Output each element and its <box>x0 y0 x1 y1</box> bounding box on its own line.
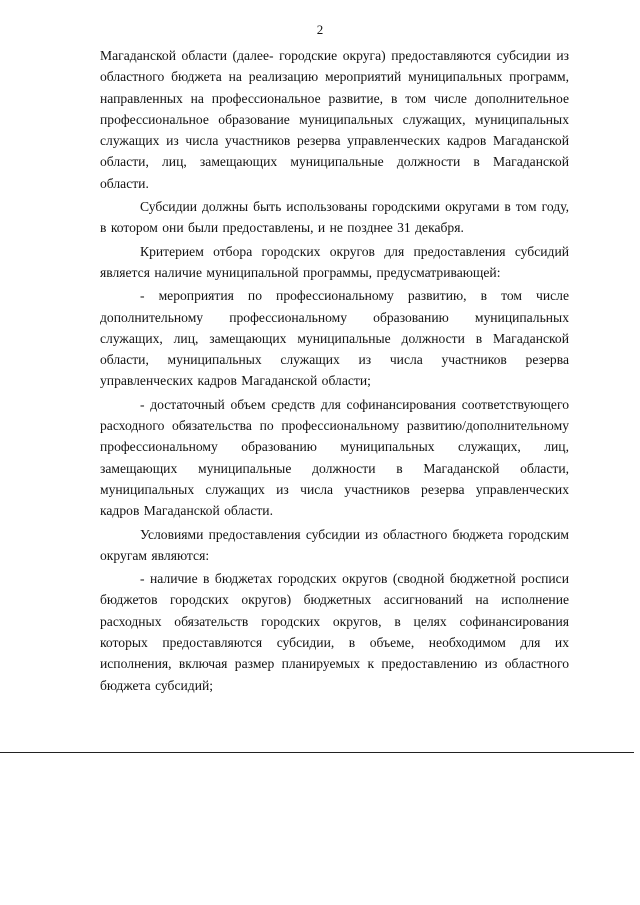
list-item-budget-allocations: - наличие в бюджетах городских округов (сводной бюджетной росписи бюджетов городских округов) бюджетных ассигнований на исполнение расходных обязательств городских округов, в целях софинансирования которых предоставляются субсидии, в объеме, необходимом для их исполнения, включая размер планируемых к предоставлению из областного бюджета субсидий; <box>100 571 569 693</box>
list-item-professional-development: - мероприятия по профессиональному развитию, в том числе дополнительному профессиональному образованию муниципальных служащих, лиц, замещающих муниципальные должности в Магаданской области, муниципальных служащих из числа участников резерва управленческих кадров Магаданской области; <box>100 288 569 389</box>
paragraph-subsidy-conditions: Условиями предоставления субсидии из областного бюджета городским округам являются: <box>100 526 569 563</box>
list-item-cofinancing-funds: - достаточный объем средств для софинансирования соответствующего расходного обязательства по профессиональному развитию/дополнительному профессиональному образованию муниципальных служащих, лиц, замещающих муниципальные должности в Магаданской области, муниципальных служащих из числа участников резерва управленческих кадров Магаданской области. <box>100 396 569 519</box>
paragraph-subsidy-usage-term: Субсидии должны быть использованы городскими округами в том году, в котором они были предоставлены, и не позднее 31 декабря. <box>100 199 569 236</box>
paragraph-selection-criterion: Критерием отбора городских округов для предоставления субсидий является наличие муниципальной программы, предусматривающей: <box>100 243 569 280</box>
page-number: 2 <box>316 22 324 37</box>
paragraph-continuation: Магаданской области (далее- городские округа) предоставляются субсидии из областного бюджета на реализацию мероприятий муниципальных программ, направленных на профессиональное развитие, в том числе дополнительное профессиональное образование муниципальных служащих, муниципальных служащих из числа участников резерва управленческих кадров Магаданской области, лиц, замещающих муниципальные должности в Магаданской области. <box>100 48 569 191</box>
page-bottom-divider <box>0 752 634 753</box>
document-body <box>100 45 569 698</box>
